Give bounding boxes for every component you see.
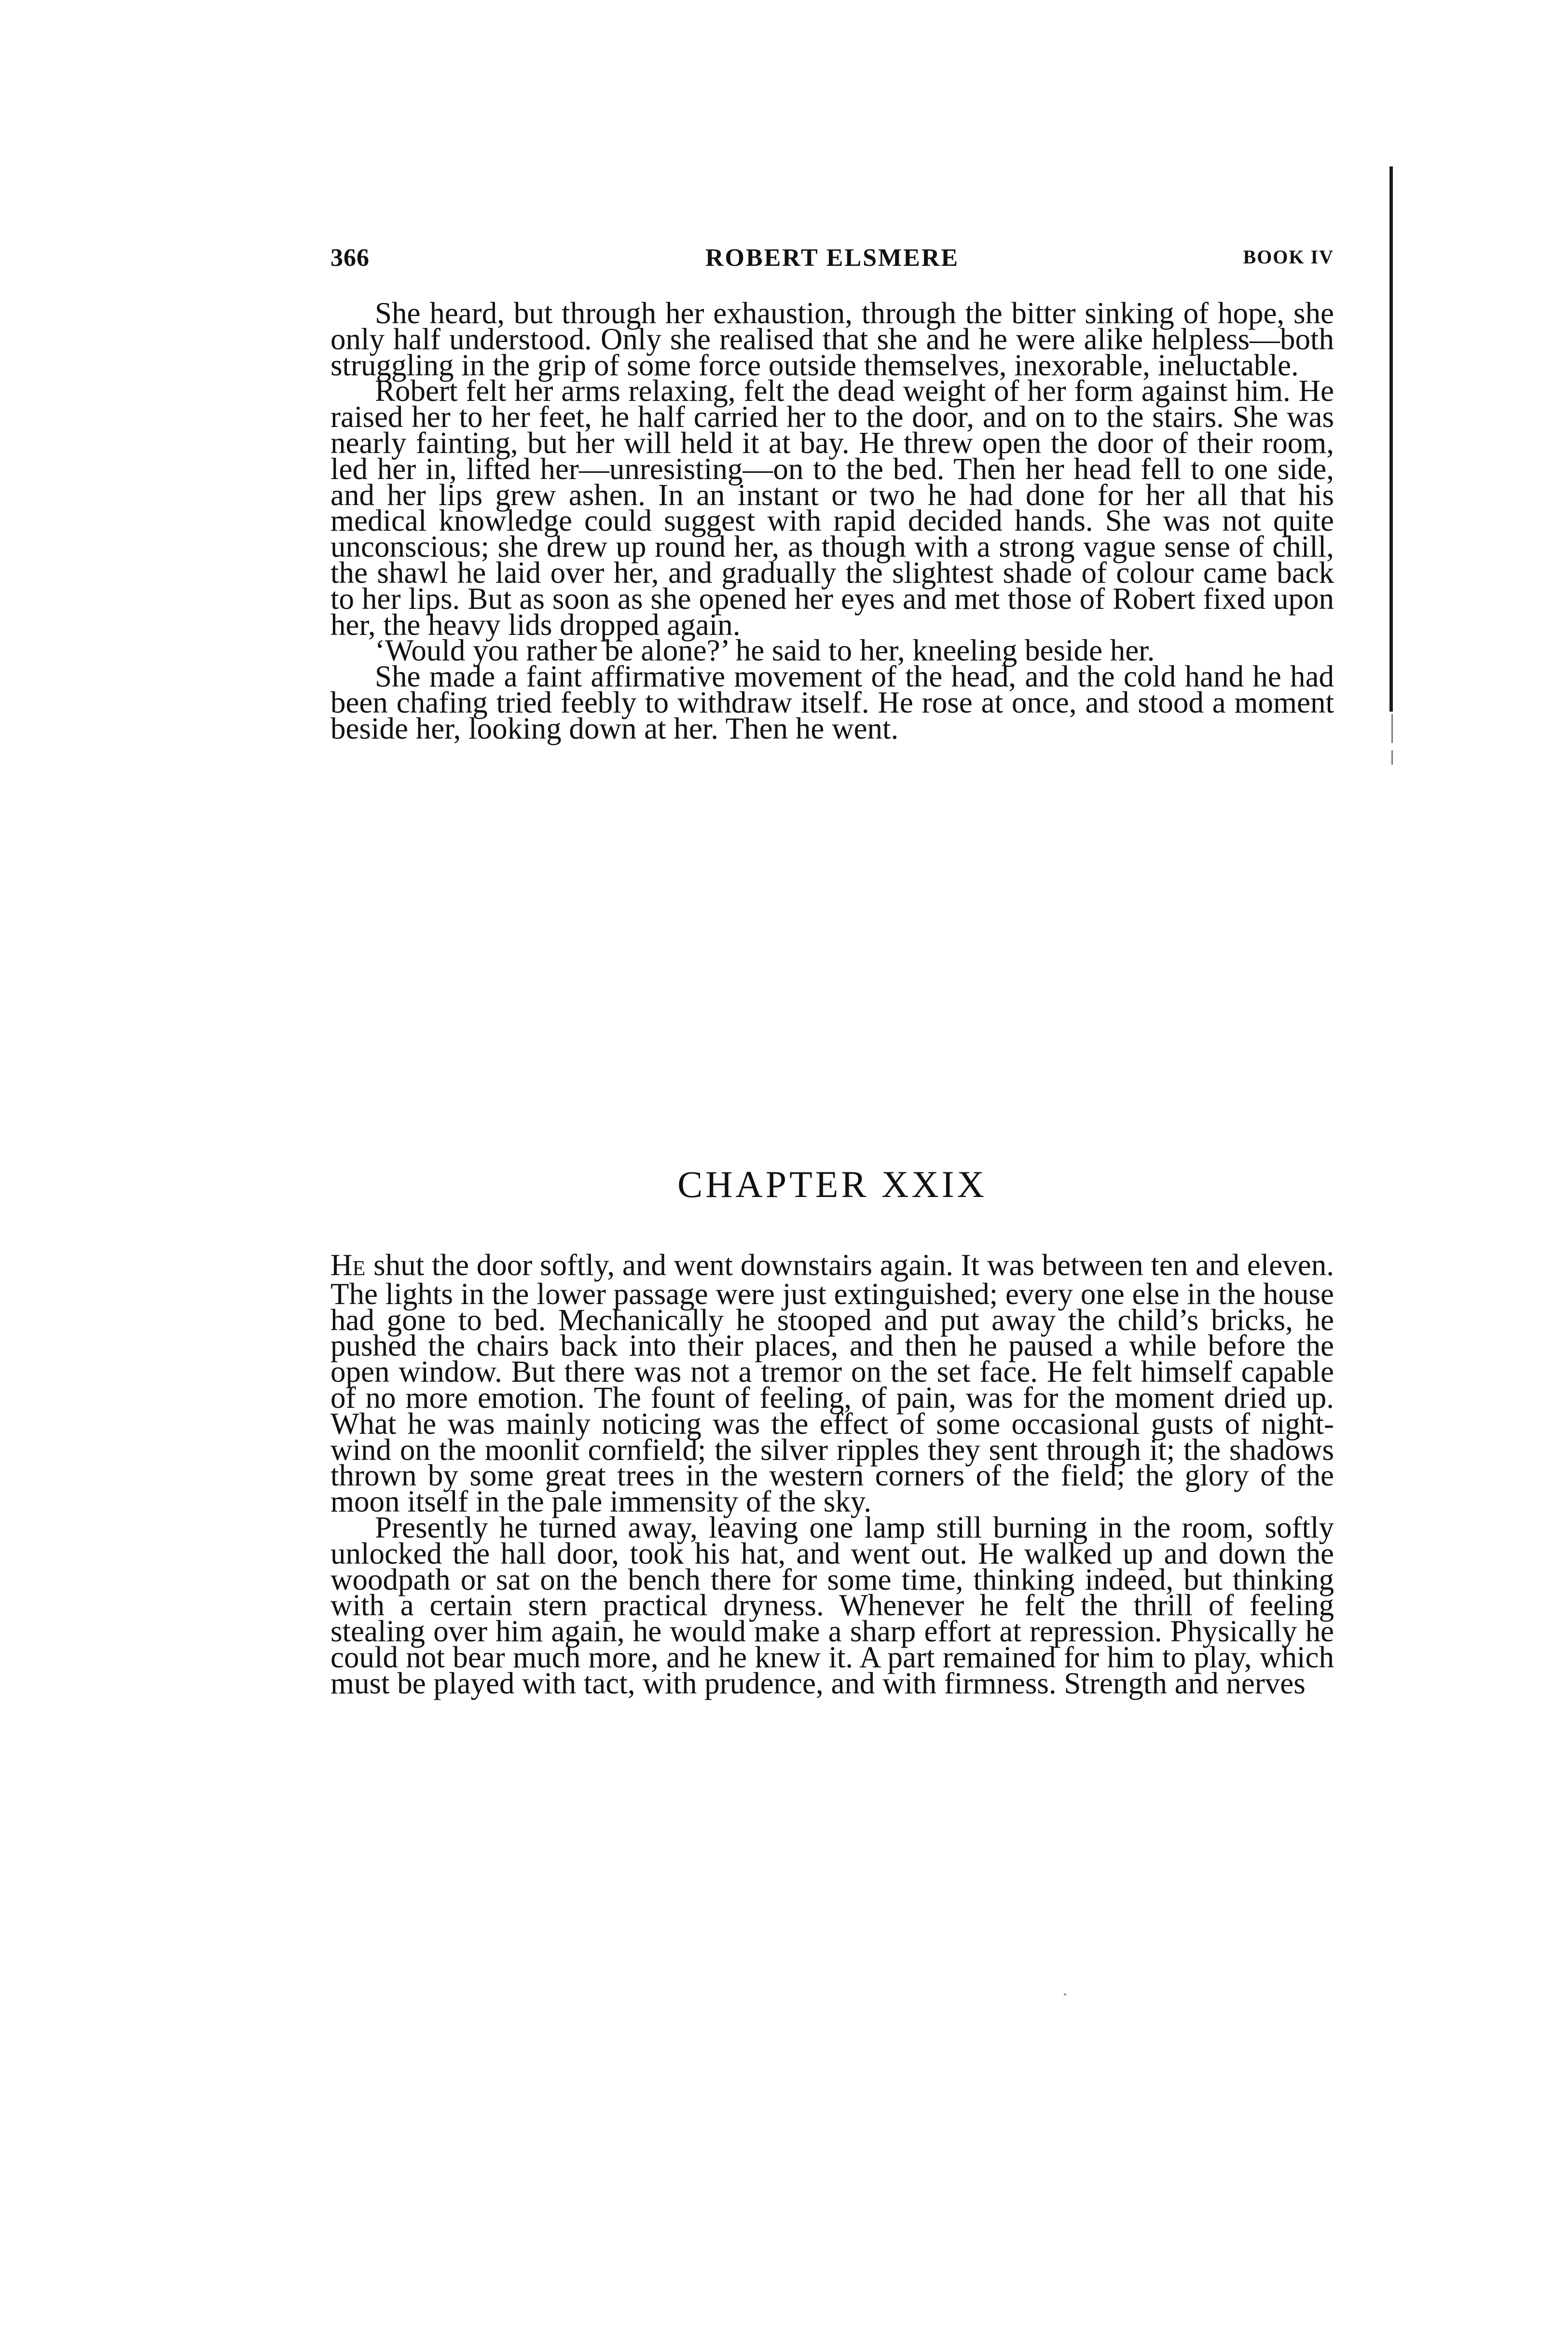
chapter-title: CHAPTER XXIX [677,1163,987,1205]
binding-edge-line [1389,166,1393,712]
chapter-opening-text: shut the door softly, and went downstairs again. It was between ten and eleven. The lights in the lower passage were just extinguished; every one else in the house had gone to bed. Mechanically he stooped and put away the child’s bricks, he pushed the chairs back into their places, and then he paused a while before the open window. But there was not a tremor on the set face. He felt himself capable of no more emotion. The fount of feeling, of pain, was for the moment dried up. What he was mainly noticing was the effect of some occasional gusts of night-wind on the moonlit cornfield; the silver ripples they sent through it; the shadows thrown by some great trees in the western corners of the field; the glory of the moon itself in the pale immensity of the sky. [330,1248,1334,1519]
paragraph: She heard, but through her exhaustion, through the bitter sinking of hope, she only half understood. Only she realised that she and he were alike helpless—both struggling in the grip of some force outside themselves, inexorable, ineluctable. [330,296,1334,382]
paragraph: ‘Would you rather be alone?’ he said to her, kneeling beside her. [375,633,1155,668]
page-number: 366 [330,244,370,272]
text-block-before-chapter [330,296,1334,745]
running-head [330,244,1334,277]
chapter-initial-smallcap: E [352,1256,366,1280]
paragraph: Presently he turned away, leaving one lamp still burning in the room, softly unlocked the hall door, took his hat, and went out. He walked up and down the woodpath or sat on the bench there for some time, thinking indeed, but thinking with a certain stern practical dryness. Whenever he felt the thrill of feeling stealing over him again, he would make a sharp effort at repression. Physically he could not bear much more, and he knew it. A part remained for him to play, which must be played with tact, with prudence, and with firmness. Strength and nerves [330,1510,1334,1700]
chapter-text-block [330,1248,1334,1700]
paragraph: Robert felt her arms relaxing, felt the dead weight of her form against him. He raised her to her feet, he half carried her to the door, and on to the stairs. She was nearly fainting, but her will held it at bay. He threw open the door of their room, led her in, lifted her—unresisting—on to the bed. Then her head fell to one side, and her lips grew ashen. In an instant or two he had done for her all that his medical knowledge could suggest with rapid decided hands. She was not quite unconscious; she drew up round her, as though with a strong vague sense of chill, the shawl he laid over her, and gradually the slightest shade of colour came back to her lips. But as soon as she opened her eyes and met those of Robert fixed upon her, the heavy lids dropped again. [330,374,1334,642]
book-label: BOOK IV [1243,246,1334,268]
paragraph: She made a faint affirmative movement of the head, and the cold hand he had been chafing tried feebly to withdraw itself. He rose at once, and stood a moment beside her, looking down at her. Then he went. [330,660,1334,745]
scan-speck [1064,1994,1066,1995]
binding-edge-mark [1391,714,1393,743]
chapter-initial: H [330,1248,353,1282]
chapter-opening-paragraph [330,1248,1334,1519]
running-title: ROBERT ELSMERE [705,244,960,272]
binding-edge-mark [1391,750,1393,765]
